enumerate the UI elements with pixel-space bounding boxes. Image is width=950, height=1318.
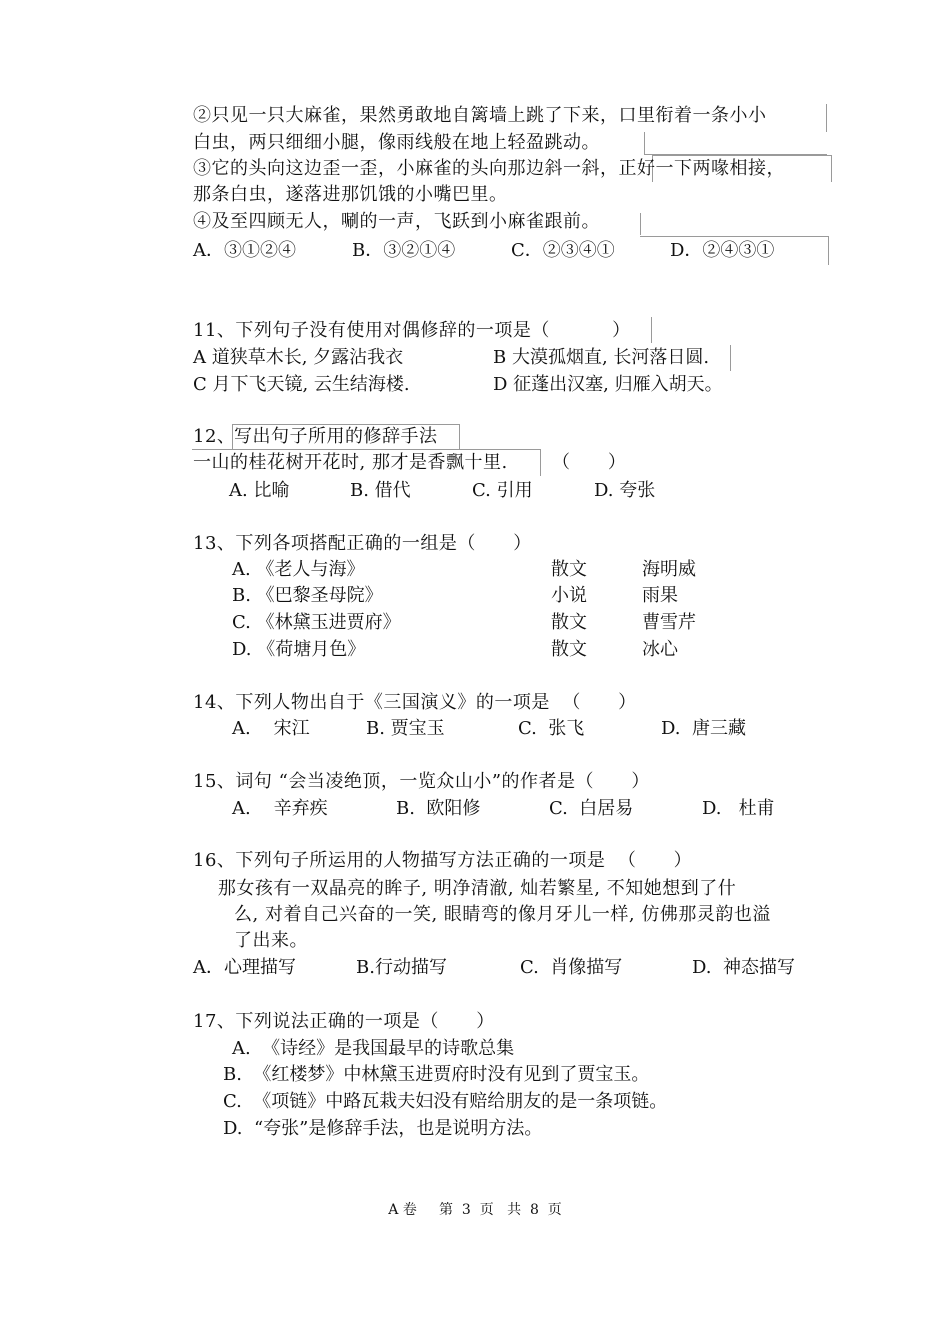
q10-sentence-2-line-1: ②只见一只大麻雀，果然勇敢地自篱墙上跳了下来，口里衔着一条小小: [193, 105, 767, 126]
q16-option-c: C. 肖像描写: [520, 957, 623, 978]
q10-sentence-3-line-2: 那条白虫，遂落进那饥饿的小嘴巴里。: [193, 184, 508, 205]
q14-option-a: A. 宋江: [232, 718, 310, 739]
q13-row-b-genre: 小说: [551, 585, 587, 606]
q13-row-d-genre: 散文: [551, 639, 587, 660]
q10-option-b: B．③②①④: [352, 240, 456, 261]
q12-option-d: D. 夸张: [594, 480, 656, 501]
q16-passage-line-2: 么, 对着自己兴奋的一笑, 眼睛弯的像月牙儿一样, 仿佛那灵韵也溢: [234, 904, 771, 925]
textbox-frame: [651, 317, 652, 343]
q14-option-c: C. 张飞: [518, 718, 585, 739]
q16-stem: 16、下列句子所运用的人物描写方法正确的一项是 （ ）: [193, 850, 693, 871]
q13-stem: 13、下列各项搭配正确的一组是（ ）: [193, 533, 532, 554]
textbox-frame: [730, 345, 731, 371]
q13-row-b-author: 雨果: [642, 585, 678, 606]
q13-row-b-work: B. 《巴黎圣母院》: [232, 585, 383, 606]
textbox-frame: [644, 132, 827, 155]
q15-option-d: D. 杜甫: [702, 798, 775, 819]
q17-stem: 17、下列说法正确的一项是（ ）: [193, 1011, 495, 1032]
q16-option-d: D. 神态描写: [692, 957, 795, 978]
q13-row-d-work: D. 《荷塘月色》: [232, 639, 366, 660]
q10-option-c: C．②③④①: [511, 240, 615, 261]
q13-row-a-author: 海明威: [642, 559, 696, 580]
q13-row-c-work: C. 《林黛玉进贾府》: [232, 612, 401, 633]
q10-option-a: A．③①②④: [193, 240, 296, 261]
q11-option-a: A 道狭草木长, 夕露沾我衣: [193, 347, 404, 368]
q14-stem: 14、下列人物出自于《三国演义》的一项是 （ ）: [193, 692, 637, 713]
q11-option-c: C 月下飞天镜, 云生结海楼.: [193, 374, 410, 395]
q15-option-a: A. 辛弃疾: [232, 798, 328, 819]
q13-row-a-work: A. 《老人与海》: [232, 559, 365, 580]
q12-option-b: B. 借代: [350, 480, 411, 501]
q12-answer-paren: （ ）: [552, 452, 627, 473]
q11-stem: 11、下列句子没有使用对偶修辞的一项是（ ）: [193, 320, 631, 341]
q17-option-a: A. 《诗经》是我国最早的诗歌总集: [232, 1038, 515, 1059]
q16-option-b: B.行动描写: [356, 957, 447, 978]
q14-option-b: B. 贾宝玉: [366, 718, 445, 739]
q16-passage-line-1: 那女孩有一双晶亮的眸子, 明净清澈, 灿若繁星, 不知她想到了什: [193, 878, 737, 899]
q15-option-c: C. 白居易: [549, 798, 634, 819]
q11-option-d: D 征蓬出汉塞, 归雁入胡天。: [493, 374, 723, 395]
q15-stem: 15、词句 “会当凌绝顶，一览众山小”的作者是（ ）: [193, 771, 650, 792]
q13-row-c-author: 曹雪芹: [642, 612, 696, 633]
page-footer: A 卷 第 3 页 共 8 页: [388, 1202, 562, 1218]
q15-option-b: B. 欧阳修: [396, 798, 481, 819]
q12-number: 12、: [193, 426, 236, 447]
textbox-frame: [640, 213, 641, 235]
q13-row-d-author: 冰心: [642, 639, 678, 660]
q12-stem: 写出句子所用的修辞手法: [234, 426, 438, 447]
q10-sentence-3-line-1: ③它的头向这边歪一歪，小麻雀的头向那边斜一斜，正好一下两喙相接，: [193, 158, 785, 179]
q13-row-c-genre: 散文: [551, 612, 587, 633]
q12-sentence: 一山的桂花树开花时, 那才是香飘十里.: [193, 452, 508, 473]
q10-option-d: D．②④③①: [670, 240, 775, 261]
q10-sentence-4: ④及至四顾无人，唰的一声，飞跃到小麻雀跟前。: [193, 211, 600, 232]
q14-option-d: D. 唐三藏: [661, 718, 746, 739]
q12-option-a: A. 比喻: [229, 480, 290, 501]
q17-option-c: C. 《项链》中路瓦栽夫妇没有赔给朋友的是一条项链。: [223, 1091, 668, 1112]
q16-passage-line-3: 了出来。: [234, 930, 308, 951]
q10-sentence-2-line-2: 白虫，两只细细小腿，像雨线般在地上轻盈跳动。: [193, 132, 600, 153]
q16-option-a: A．心理描写: [193, 957, 296, 978]
q12-option-c: C. 引用: [472, 480, 533, 501]
q17-option-d: D. “夸张”是修辞手法，也是说明方法。: [223, 1118, 543, 1139]
textbox-frame: [826, 104, 827, 132]
q11-option-b: B 大漠孤烟直, 长河落日圆.: [493, 347, 710, 368]
q13-row-a-genre: 散文: [551, 559, 587, 580]
q17-option-b: B. 《红楼梦》中林黛玉进贾府时没有见到了贾宝玉。: [223, 1064, 650, 1085]
